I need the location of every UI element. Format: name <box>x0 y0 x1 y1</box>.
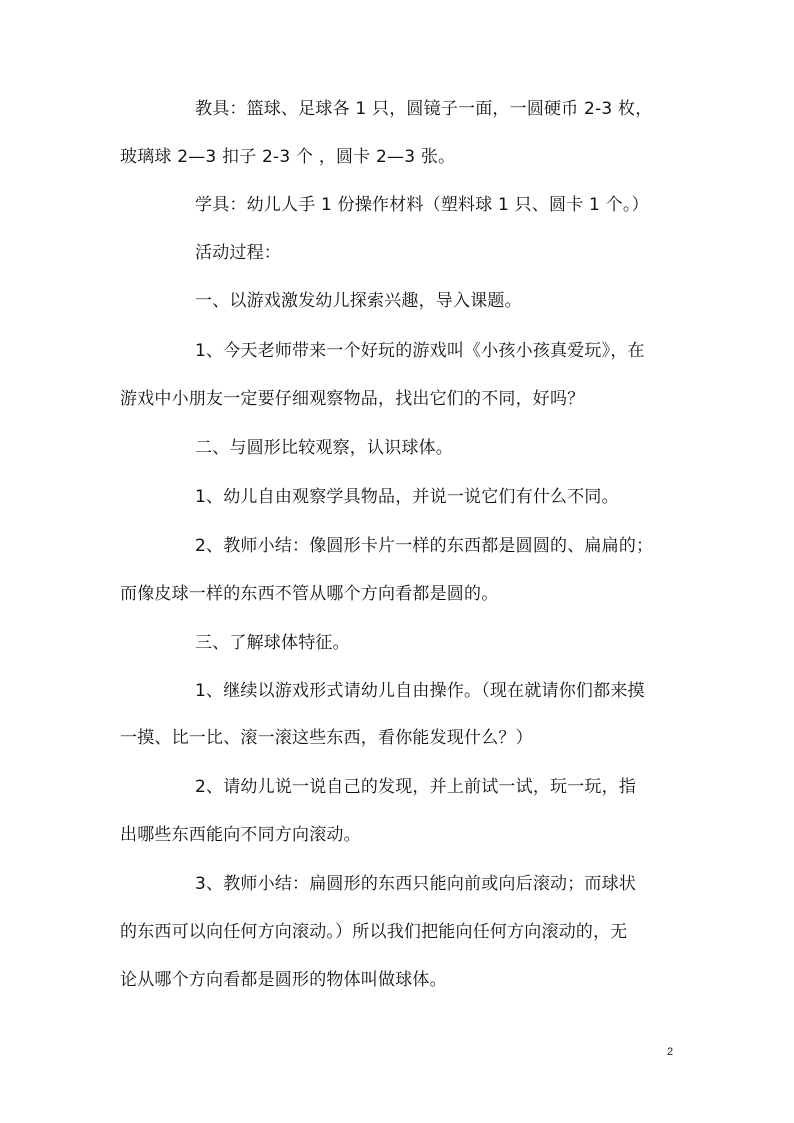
text-line: 而像皮球一样的东西不管从哪个方向看都是圆的。 <box>120 584 499 604</box>
text-line: 出哪些东西能向不同方向滚动。 <box>120 825 361 845</box>
text-line: 2、教师小结：像圆形卡片一样的东西都是圆圆的、扁扁的； <box>195 536 654 556</box>
page-number: 2 <box>667 1046 674 1058</box>
text-line: 活动过程： <box>195 243 281 263</box>
text-line: 2、请幼儿说一说自己的发现，并上前试一试，玩一玩，指 <box>195 777 637 797</box>
text-line: 玻璃球 2—3 扣子 2-3 个 ，圆卡 2—3 张。 <box>120 147 456 167</box>
section-heading: 三、了解球体特征。 <box>195 633 350 653</box>
section-heading: 一、以游戏激发幼儿探索兴趣，导入课题。 <box>195 291 522 311</box>
section-heading: 二、与圆形比较观察，认识球体。 <box>195 438 453 458</box>
text-line: 1、幼儿自由观察学具物品，并说一说它们有什么不同。 <box>195 487 619 507</box>
text-line: 1、今天老师带来一个好玩的游戏叫《小孩小孩真爱玩》，在 <box>195 341 645 361</box>
text-line: 一摸、比一比、滚一滚这些东西，看你能发现什么？） <box>120 728 533 748</box>
text-line: 的东西可以向任何方向滚动。）所以我们把能向任何方向滚动的，无 <box>120 922 628 942</box>
text-line: 学具：幼儿人手 1 份操作材料（塑料球 1 只、圆卡 1 个。） <box>195 195 649 215</box>
text-line: 教具：篮球、足球各 1 只，圆镜子一面，一圆硬币 2-3 枚， <box>195 99 653 119</box>
text-line: 1、继续以游戏形式请幼儿自由操作。（现在就请你们都来摸 <box>195 681 645 701</box>
text-line: 论从哪个方向看都是圆形的物体叫做球体。 <box>120 970 447 990</box>
text-line: 3、教师小结：扁圆形的东西只能向前或向后滚动；而球状 <box>195 874 637 894</box>
text-line: 游戏中小朋友一定要仔细观察物品，找出它们的不同，好吗？ <box>120 389 585 409</box>
